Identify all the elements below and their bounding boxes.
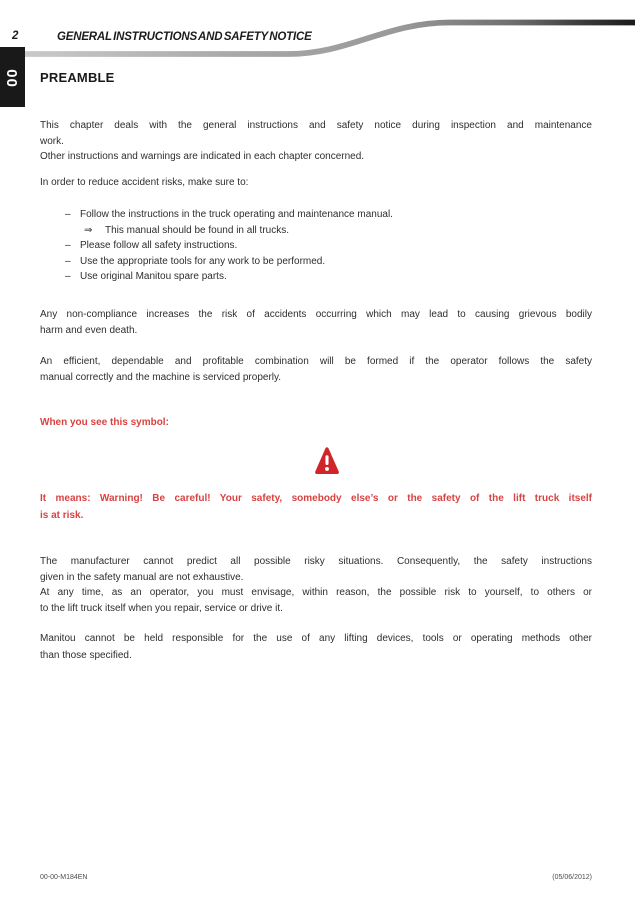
text-line: Manitou cannot be held responsible for the use of any lifting devices, tools or operating methods other: [40, 633, 592, 644]
text-line: Other instructions and warnings are indicated in each chapter concerned.: [40, 151, 365, 162]
bullet-text: Use the appropriate tools for any work to be performed.: [80, 255, 326, 267]
paragraph-non-compliance: [40, 307, 592, 338]
paragraph-responsibility: [40, 630, 592, 664]
text-line: An efficient, dependable and profitable combination will be formed if the operator follows the safety: [40, 356, 592, 367]
text-line: Any non-compliance increases the risk of accidents occurring which may lead to causing grievous bodily: [40, 309, 592, 320]
warning-heading: [40, 415, 592, 431]
footer-date: (05/06/2012): [552, 874, 592, 881]
bullet-list: [40, 207, 592, 285]
section-title: PREAMBLE: [40, 70, 115, 85]
text-line: harm and even death.: [40, 324, 138, 336]
arrow-marker: ⇒: [84, 224, 93, 236]
bullet-text: Please follow all safety instructions.: [80, 240, 238, 251]
chapter-tab-label: 00: [4, 67, 21, 87]
text-line: work.: [40, 135, 64, 147]
paragraph-efficient: [40, 354, 592, 385]
paragraph-reduce-risks: [40, 175, 592, 191]
bullet-marker: –: [65, 271, 71, 282]
page-footer: [40, 874, 592, 881]
bullet-marker: –: [65, 209, 71, 220]
text-line: This chapter deals with the general instructions and safety notice during inspection and maintenance: [40, 120, 592, 131]
text-line: than those specified.: [40, 650, 132, 661]
bullet-item: [40, 269, 592, 285]
bullet-item: [40, 238, 592, 254]
bullet-text: Follow the instructions in the truck operating and maintenance manual.: [80, 209, 393, 220]
text-line: It means: Warning! Be careful! Your safety, somebody else’s or the safety of the lift truck itself: [40, 493, 592, 504]
text-line: given in the safety manual are not exhaustive.: [40, 571, 244, 583]
page-number: 2: [12, 30, 19, 42]
bullet-item-sub: [40, 223, 592, 239]
text-line: The manufacturer cannot predict all possible risky situations. Consequently, the safety instructions: [40, 556, 592, 567]
text-line: At any time, as an operator, you must envisage, within reason, the possible risk to yourself, to others or: [40, 587, 592, 598]
bullet-text: Use original Manitou spare parts.: [80, 271, 227, 282]
chapter-tab: [0, 47, 25, 107]
paragraph-manufacturer: [40, 554, 592, 616]
bullet-marker: –: [65, 240, 71, 251]
text-line: is at risk.: [40, 510, 84, 521]
text-line: manual correctly and the machine is serviced properly.: [40, 371, 282, 383]
text-line: When you see this symbol:: [40, 417, 169, 428]
bullet-text: This manual should be found in all trucks.: [105, 224, 289, 236]
header-title: GENERAL INSTRUCTIONS AND SAFETY NOTICE: [57, 31, 312, 43]
paragraph-intro: [40, 118, 592, 165]
warning-message: [40, 490, 592, 524]
footer-doc-code: 00-00-M184EN: [40, 874, 88, 881]
bullet-item: [40, 254, 592, 270]
bullet-marker: –: [65, 255, 71, 267]
warning-triangle-icon: [315, 446, 339, 476]
text-line: In order to reduce accident risks, make sure to:: [40, 177, 249, 188]
bullet-item: [40, 207, 592, 223]
text-line: to the lift truck itself when you repair, service or drive it.: [40, 602, 283, 614]
